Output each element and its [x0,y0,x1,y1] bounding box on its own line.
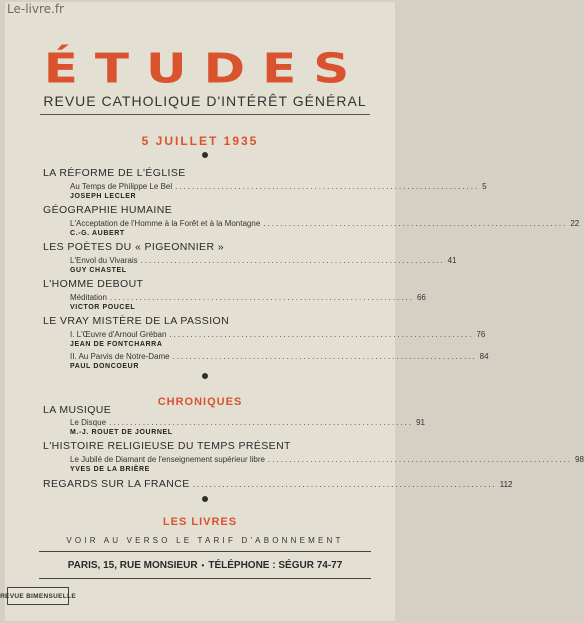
page-number: 5 [482,182,487,191]
article-author: C.-G. AUBERT [70,230,125,237]
toc-entry-regards [43,478,513,490]
dot-leader: ........................................................................ [267,455,573,464]
page-number: 91 [416,418,425,427]
masthead-subtitle: REVUE CATHOLIQUE D'INTÉRÊT GÉNÉRAL [43,93,367,109]
issue-date: 5 JUILLET 1935 [141,134,259,148]
dot-leader: ........................................................................ [169,330,474,339]
page-number: 66 [416,293,426,302]
page-number: 22 [570,219,580,228]
toc-entry [70,352,489,361]
masthead-title: ÉTUDES [43,44,367,93]
address-phone: TÉLÉPHONE : SÉGUR 74-77 [208,559,343,571]
address-bar [39,551,371,579]
section-title: LES POÈTES DU « PIGEONNIER » [43,241,224,253]
toc-entry [70,293,426,302]
article-title: Méditation [70,293,107,302]
toc-entry [70,256,457,265]
article-author: JEAN DE FONTCHARRA [70,341,163,348]
toc-entry [70,330,486,339]
dot-leader: ........................................................................ [109,293,414,302]
article-title: Au Temps de Philippe Le Bel [70,182,173,191]
watermark: Le-livre.fr [7,2,64,16]
section-title: LA RÉFORME DE L'ÉGLISE [43,167,186,179]
page-number: 76 [476,330,486,339]
section-title: GÉOGRAPHIE HUMAINE [43,204,173,216]
chroniques-heading: CHRONIQUES [157,396,243,408]
article-author: GUY CHASTEL [70,267,127,274]
dot-leader: ........................................................................ [175,182,480,191]
ornament-dot [202,373,208,379]
subscription-note: VOIR AU VERSO LE TARIF D'ABONNEMENT [66,536,344,545]
article-title: L'Envol du Vivarais [70,256,138,265]
dot-leader: ........................................................................ [192,480,497,489]
dot-leader: ........................................................................ [263,219,568,228]
ornament-dot [202,152,208,158]
dot-leader: ........................................................................ [109,418,414,427]
article-title: L'Acceptation de l'Homme à la Forêt et à la Montagne [70,219,261,228]
toc-entry [70,455,584,464]
page-number: 84 [479,352,489,361]
toc-entry [70,182,487,191]
article-author: PAUL DONCOEUR [70,363,139,370]
section-title: REGARDS SUR LA FRANCE [43,478,190,490]
article-author: YVES DE LA BRIÈRE [70,466,150,473]
section-title: L'HISTOIRE RELIGIEUSE DU TEMPS PRÉSENT [43,440,291,452]
page-number: 41 [447,256,457,265]
page-number: 98 [575,455,584,464]
section-title: LE VRAY MISTÈRE DE LA PASSION [43,315,230,327]
books-heading: LES LIVRES [162,516,238,528]
dot-leader: ........................................................................ [172,352,477,361]
frequency-label: REVUE BIMENSUELLE [7,587,69,605]
address-street: PARIS, 15, RUE MONSIEUR [67,559,198,571]
dot-leader: ........................................................................ [140,256,445,265]
bullet-separator: • [201,560,205,570]
section-title: L'HOMME DEBOUT [43,278,144,290]
ornament-dot [202,496,208,502]
section-title: LA MUSIQUE [43,404,112,416]
article-title: Le Disque [70,418,107,427]
article-author: JOSEPH LECLER [70,193,137,200]
toc-entry [70,418,425,427]
magazine-cover [0,2,584,621]
article-author: M.-J. ROUET DE JOURNEL [70,429,173,436]
article-title: Le Jubilé de Diamant de l'enseignement supérieur libre [70,455,265,464]
toc-entry [70,219,580,228]
article-title: I. L'Œuvre d'Arnoul Gréban [70,330,167,339]
article-author: VICTOR POUCEL [70,304,136,311]
masthead-rule [40,114,370,115]
page-number: 112 [499,480,513,489]
article-title: II. Au Parvis de Notre-Dame [70,352,170,361]
